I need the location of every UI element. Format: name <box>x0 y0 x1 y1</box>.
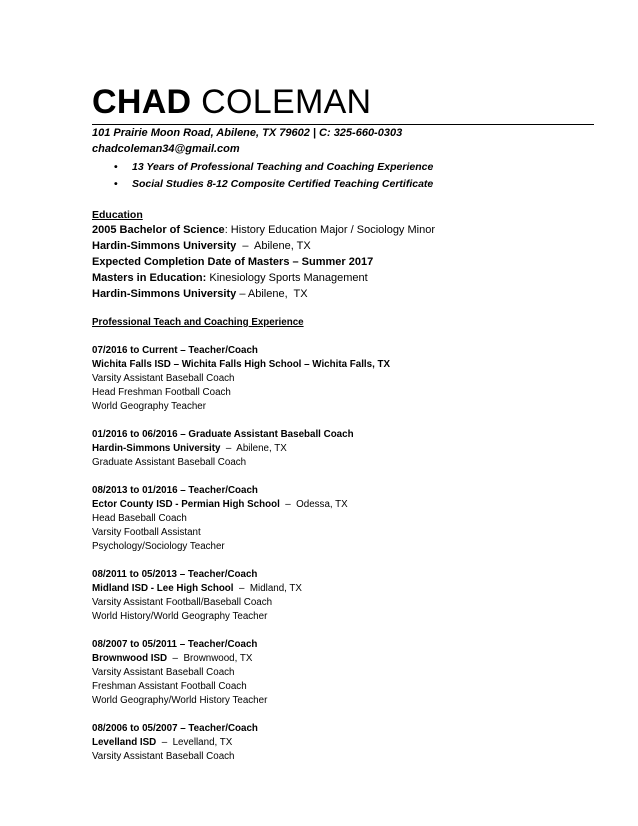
job-entry <box>92 428 548 470</box>
job-title: 08/2013 to 01/2016 – Teacher/Coach <box>92 485 258 496</box>
job-role: Graduate Assistant Baseball Coach <box>92 457 247 468</box>
job-entry <box>92 484 548 554</box>
job-title: 08/2006 to 05/2007 – Teacher/Coach <box>92 723 258 734</box>
education-heading: Education <box>92 209 143 221</box>
job-employer: Midland ISD - Lee High School – Midland, TX <box>92 583 302 594</box>
job-role: Varsity Football Assistant <box>92 527 201 538</box>
job-employer: Hardin-Simmons University – Abilene, TX <box>92 443 287 454</box>
applicant-name <box>92 82 548 122</box>
experience-list <box>92 344 548 764</box>
job-role: Psychology/Sociology Teacher <box>92 541 225 552</box>
job-role: Head Baseball Coach <box>92 513 187 524</box>
education-degree-masters: Masters in Education: Kinesiology Sports Management <box>92 272 368 284</box>
experience-heading: Professional Teach and Coaching Experience <box>92 317 304 328</box>
highlight-item: • 13 Years of Professional Teaching and Coaching Experience <box>114 159 548 176</box>
last-name: COLEMAN <box>201 83 372 121</box>
education-school: Hardin-Simmons University – Abilene, TX <box>92 240 311 252</box>
job-title: 08/2007 to 05/2011 – Teacher/Coach <box>92 639 258 650</box>
job-role: World Geography/World History Teacher <box>92 695 268 706</box>
job-employer: Wichita Falls ISD – Wichita Falls High School – Wichita Falls, TX <box>92 359 391 370</box>
job-role: Head Freshman Football Coach <box>92 387 231 398</box>
highlight-item: • Social Studies 8-12 Composite Certified Teaching Certificate <box>114 176 548 193</box>
education-school: Hardin-Simmons University – Abilene, TX <box>92 288 308 300</box>
contact-email: chadcoleman34@gmail.com <box>92 143 240 155</box>
job-entry <box>92 568 548 624</box>
highlights-list <box>92 159 548 193</box>
education-degree-bachelor: 2005 Bachelor of Science: History Education Major / Sociology Minor <box>92 224 435 236</box>
header-divider <box>92 124 594 125</box>
job-role: Varsity Assistant Football/Baseball Coach <box>92 597 273 608</box>
job-role: Varsity Assistant Baseball Coach <box>92 373 235 384</box>
job-employer: Brownwood ISD – Brownwood, TX <box>92 653 253 664</box>
job-role: Varsity Assistant Baseball Coach <box>92 751 235 762</box>
bullet-icon: • <box>114 178 118 190</box>
contact-address: 101 Prairie Moon Road, Abilene, TX 79602 | C: 325-660-0303 <box>92 127 403 139</box>
job-employer: Levelland ISD – Levelland, TX <box>92 737 233 748</box>
job-title: 07/2016 to Current – Teacher/Coach <box>92 345 258 356</box>
job-role: Varsity Assistant Baseball Coach <box>92 667 235 678</box>
job-entry <box>92 344 548 414</box>
job-title: 01/2016 to 06/2016 – Graduate Assistant Baseball Coach <box>92 429 354 440</box>
job-title: 08/2011 to 05/2013 – Teacher/Coach <box>92 569 258 580</box>
job-role: Freshman Assistant Football Coach <box>92 681 247 692</box>
job-role: World History/World Geography Teacher <box>92 611 268 622</box>
job-employer: Ector County ISD - Permian High School – Odessa, TX <box>92 499 348 510</box>
first-name: CHAD <box>92 83 192 121</box>
job-role: World Geography Teacher <box>92 401 206 412</box>
education-expected-completion: Expected Completion Date of Masters – Summer 2017 <box>92 256 374 268</box>
bullet-icon: • <box>114 161 118 173</box>
job-entry <box>92 722 548 764</box>
job-entry <box>92 638 548 708</box>
